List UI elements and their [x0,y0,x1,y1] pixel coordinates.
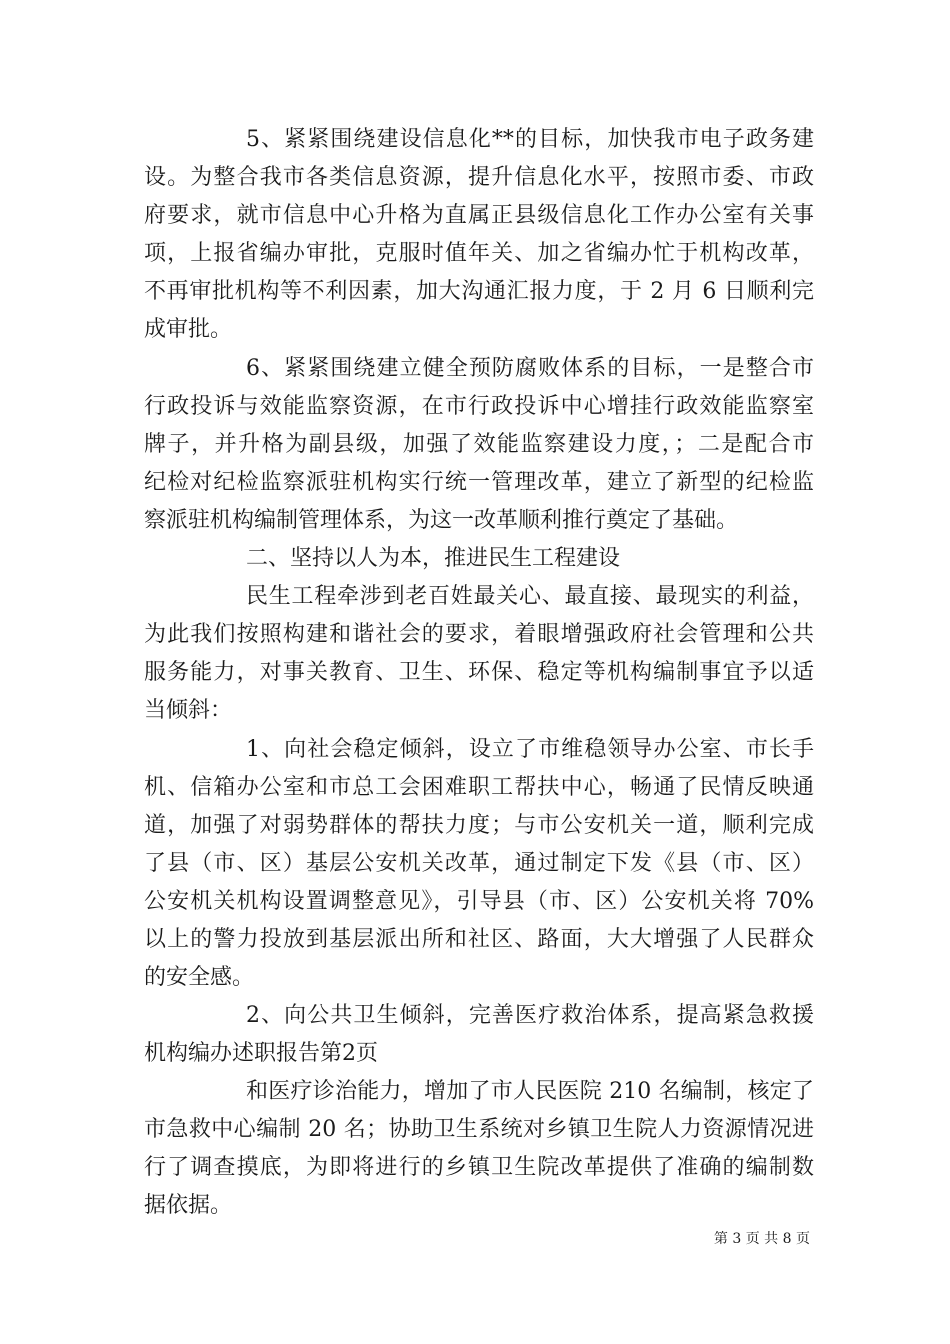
page-number: 第 3 页 共 8 页 [713,1231,810,1247]
text-line: 机、信箱办公室和市总工会困难职工帮扶中心，畅通了民情反映通 [144,775,814,800]
text-line: 牌子，并升格为副县级，加强了效能监察建设力度，；二是配合市 [144,432,814,457]
text-line: 项，上报省编办审批，克服时值年关、加之省编办忙于机构改革， [144,241,814,266]
text-line: 民生工程牵涉到老百姓最关心、最直接、最现实的利益， [246,584,814,609]
text-line: 公安机关机构设置调整意见》，引导县（市、区）公安机关将 70% [144,889,814,914]
text-line: 当倾斜： [144,698,233,723]
section-heading: 二、坚持以人为本，推进民生工程建设 [246,546,621,571]
text-line: 行政投诉与效能监察资源，在市行政投诉中心增挂行政效能监察室 [144,394,814,419]
text-line: 察派驻机构编制管理体系，为这一改革顺利推行奠定了基础。 [144,508,739,533]
text-line: 为此我们按照构建和谐社会的要求，着眼增强政府社会管理和公共 [144,622,814,647]
text-line: 了县（市、区）基层公安机关改革，通过制定下发《县（市、区） [144,851,814,876]
text-line: 市急救中心编制 20 名；协助卫生系统对乡镇卫生院人力资源情况进 [144,1117,814,1142]
text-line: 据依据。 [144,1193,233,1218]
text-line: 道，加强了对弱势群体的帮扶力度；与市公安机关一道，顺利完成 [144,813,814,838]
text-line: 6、紧紧围绕建立健全预防腐败体系的目标，一是整合市 [246,356,814,381]
text-line: 成审批。 [144,317,233,342]
text-line: 机构编办述职报告第2页 [144,1041,378,1066]
text-line: 设。为整合我市各类信息资源，提升信息化水平，按照市委、市政 [144,165,814,190]
text-line: 服务能力，对事关教育、卫生、环保、稳定等机构编制事宜予以适 [144,660,814,685]
text-line: 的安全感。 [144,965,255,990]
text-line: 2、向公共卫生倾斜，完善医疗救治体系，提高紧急救援 [246,1003,814,1028]
text-line: 不再审批机构等不利因素，加大沟通汇报力度，于 2 月 6 日顺利完 [144,279,814,304]
text-line: 5、紧紧围绕建设信息化**的目标，加快我市电子政务建 [246,127,814,152]
text-line: 纪检对纪检监察派驻机构实行统一管理改革，建立了新型的纪检监 [144,470,814,495]
text-line: 行了调查摸底，为即将进行的乡镇卫生院改革提供了准确的编制数 [144,1155,814,1180]
text-line: 1、向社会稳定倾斜，设立了市维稳领导办公室、市长手 [246,737,814,762]
text-line: 以上的警力投放到基层派出所和社区、路面，大大增强了人民群众 [144,927,814,952]
text-line: 府要求，就市信息中心升格为直属正县级信息化工作办公室有关事 [144,203,814,228]
text-line: 和医疗诊治能力，增加了市人民医院 210 名编制，核定了 [246,1079,814,1104]
